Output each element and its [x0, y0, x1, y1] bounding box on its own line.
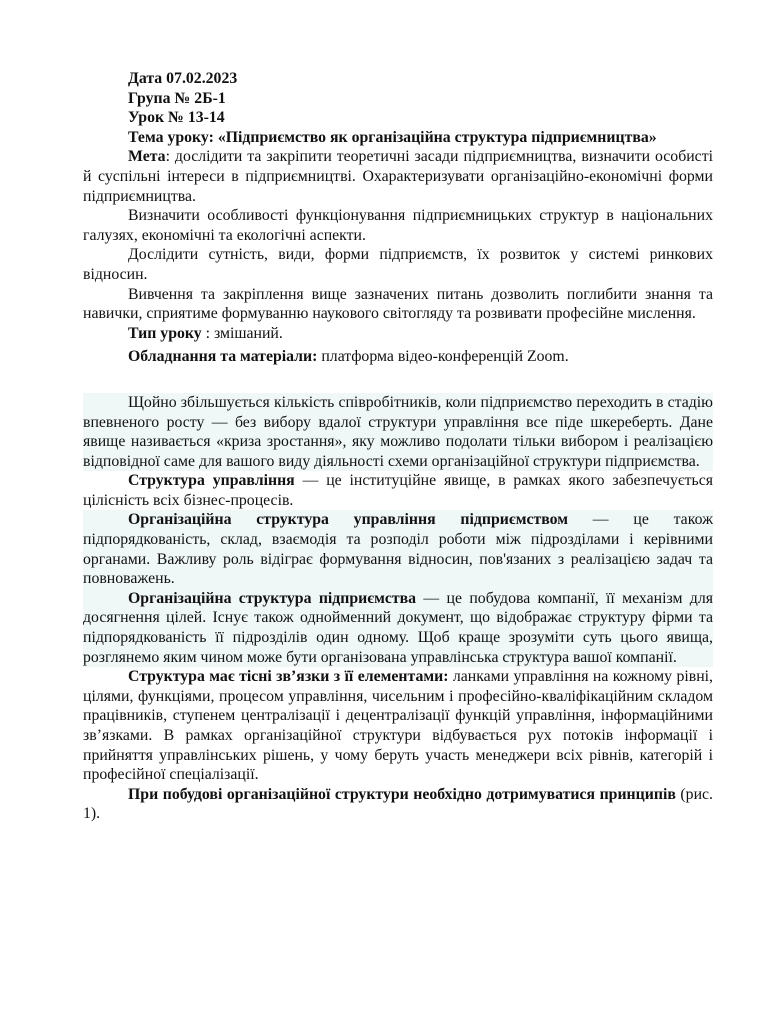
- lesson-line: Урок № 13-14: [128, 109, 225, 127]
- equipment-label: Обладнання та матеріали:: [128, 348, 318, 366]
- topic-text: «Підприємство як організаційна структура підприємництва»: [217, 128, 657, 146]
- group-line: Група № 2Б-1: [128, 89, 226, 107]
- body-paragraph-6: [83, 785, 713, 824]
- goal-text: : дослідити та закріпити теоретичні засади підприємництва, визначити особисті й суспільні інтереси в підприємництві. Охарактеризувати організаційно-економічні форми підприємництва.: [83, 148, 713, 205]
- body-paragraph-2: [83, 471, 713, 510]
- equipment-line: [83, 347, 713, 367]
- body-paragraph-4-text: — це побудова компанії, її механізм для досягнення цілей. Існує також однойменний документ, що відображає структуру фірми та підпорядкованість її підрозділів один одному. Щоб краще зрозуміти суть цього явища, розглянемо яким чином може бути організована управлінська структура вашої компанії.: [83, 589, 713, 666]
- lesson-type-line: [83, 324, 713, 344]
- goal-paragraph-3: Дослідити сутність, види, форми підприємств, їх розвиток у системі ринкових відносин.: [83, 246, 713, 283]
- term-management-structure: Структура управління: [128, 472, 295, 490]
- goal-label: Мета: [128, 148, 166, 166]
- term-org-structure-enterprise: Організаційна структура підприємства: [128, 589, 417, 607]
- term-principles: При побудові організаційної структури необхідно дотримуватися принципів: [128, 785, 676, 803]
- goal-paragraph-2: Визначити особливості функціонування підприємницьких структур в національних галузях, економічні та екологічні аспекти.: [83, 207, 713, 244]
- goal-paragraph: [83, 147, 713, 206]
- goal-paragraph-4: Вивчення та закріплення вище зазначених питань дозволить поглибити знання та навички, сприятиме формуванню наукового світогляду та розвивати професійне мислення.: [83, 285, 713, 323]
- body-paragraph-5-text: ланками управління на кожному рівні, цілями, функціями, процесом управління, чисельним і професійно-кваліфікаційним складом працівників, ступенем централізації і децентралізації функцій управління, інформаційними зв’язками. В рамках організаційної структури відбувається рух потоків інформації і прийняття управлінських рішень, у чому беруть участь менеджери всіх рівнів, категорій і професійної спеціалізації.: [83, 668, 713, 784]
- body-paragraph-3-text: — це також підпорядкованість, склад, взаємодія та розподіл роботи між підрозділами і керівними органами. Важливу роль відіграє формування відносин, пов'язаних з реалізацією задач та повноважень.: [83, 511, 713, 588]
- topic-paragraph: [83, 128, 713, 148]
- body-paragraph-4: [83, 589, 713, 667]
- body-paragraph-3: [83, 510, 713, 588]
- term-structure-links: Структура має тісні зв’язки з її елементами:: [128, 668, 449, 686]
- date-line: Дата 07.02.2023: [128, 70, 238, 87]
- lesson-type-value: : змішаний.: [201, 324, 283, 342]
- body-paragraph-6-text: (рис. 1).: [83, 785, 714, 823]
- document-content: [83, 69, 713, 824]
- equipment-value: платформа відео-конференцій Zoom.: [317, 348, 569, 366]
- body-paragraph-5: [83, 667, 713, 785]
- body-paragraph-1: Щойно збільшується кількість співробітників, коли підприємство переходить в стадію впевненого росту — без вибору вдалої структури управління все піде шкереберть. Дане явище називається «криза зростання», яку можливо подолати тільки вибором і реалізацією відповідної саме для вашого виду діяльності схеми організаційної структури підприємства.: [83, 393, 713, 470]
- body-paragraph-2-text: — це інституційне явище, в рамках якого забезпечується цілісність всіх бізнес-процесів.: [83, 472, 714, 509]
- lesson-type-label: Тип уроку: [128, 324, 202, 342]
- term-org-management-structure: Організаційна структура управління підприємством: [128, 511, 569, 529]
- topic-label: Тема уроку:: [128, 128, 214, 146]
